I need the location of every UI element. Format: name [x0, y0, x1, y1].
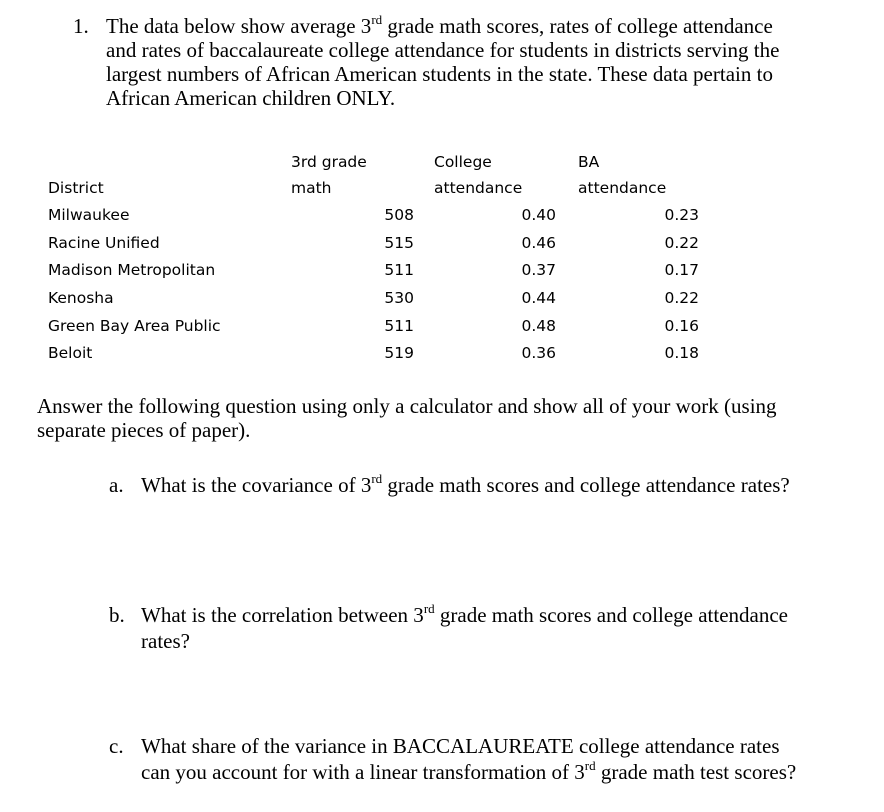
table-cell-college: 0.36 [521, 344, 556, 362]
question-line: The data below show average 3rd grade math scores, rates of college attendance [106, 12, 773, 38]
table-cell-college: 0.37 [521, 261, 556, 279]
header-ba-line2: attendance [578, 179, 667, 197]
subquestion-text [141, 603, 871, 655]
header-district: District [48, 179, 104, 197]
subquestion-line: can you account for with a linear transformation of 3rd grade math test scores? [141, 758, 797, 784]
table-cell-district: Milwaukee [48, 206, 130, 224]
subquestion-line: What is the covariance of 3rd grade math scores and college attendance rates? [141, 471, 790, 497]
instructions [37, 394, 867, 442]
table-cell-college: 0.44 [521, 289, 556, 307]
table-cell-math: 508 [384, 206, 414, 224]
table-cell-ba: 0.22 [664, 289, 699, 307]
table-cell-district: Beloit [48, 344, 93, 362]
header-college-line2: attendance [434, 179, 523, 197]
header-math: 3rd grade [291, 153, 367, 171]
question-line: largest numbers of African American students in the state. These data pertain to [106, 62, 773, 86]
subquestion-letter: b. [109, 603, 125, 627]
table-cell-math: 511 [384, 261, 414, 279]
table-cell-college: 0.48 [521, 317, 556, 335]
instructions-line: Answer the following question using only a calculator and show all of your work (using [37, 394, 777, 418]
subquestion-letter: c. [109, 734, 124, 758]
table-cell-district: Madison Metropolitan [48, 261, 216, 279]
table-cell-ba: 0.17 [664, 261, 699, 279]
table-cell-ba: 0.18 [664, 344, 699, 362]
table-cell-ba: 0.16 [664, 317, 699, 335]
table-cell-college: 0.40 [521, 206, 556, 224]
subquestion-line: What is the correlation between 3rd grade math scores and college attendance [141, 601, 788, 627]
header-college: College [434, 153, 492, 171]
question-line: African American children ONLY. [106, 86, 396, 110]
table-cell-math: 511 [384, 317, 414, 335]
question-line: and rates of baccalaureate college attendance for students in districts serving the [106, 38, 780, 62]
subquestion-text [141, 473, 871, 499]
table-cell-ba: 0.23 [664, 206, 699, 224]
header-ba: BA [578, 153, 600, 171]
table-cell-ba: 0.22 [664, 234, 699, 252]
table-cell-district: Racine Unified [48, 234, 160, 252]
question-number: 1. [73, 14, 89, 38]
table-cell-district: Green Bay Area Public [48, 317, 221, 335]
data-table [0, 0, 884, 380]
table-cell-math: 530 [384, 289, 414, 307]
subquestion-letter: a. [109, 473, 124, 497]
table-cell-district: Kenosha [48, 289, 114, 307]
table-cell-math: 519 [384, 344, 414, 362]
table-cell-math: 515 [384, 234, 414, 252]
subquestion-text [141, 734, 871, 786]
table-cell-college: 0.46 [521, 234, 556, 252]
header-math-line2: math [291, 179, 332, 197]
instructions-line: separate pieces of paper). [37, 418, 251, 442]
subquestion-line: What share of the variance in BACCALAUREATE college attendance rates [141, 734, 780, 758]
subquestion-line: rates? [141, 629, 190, 653]
